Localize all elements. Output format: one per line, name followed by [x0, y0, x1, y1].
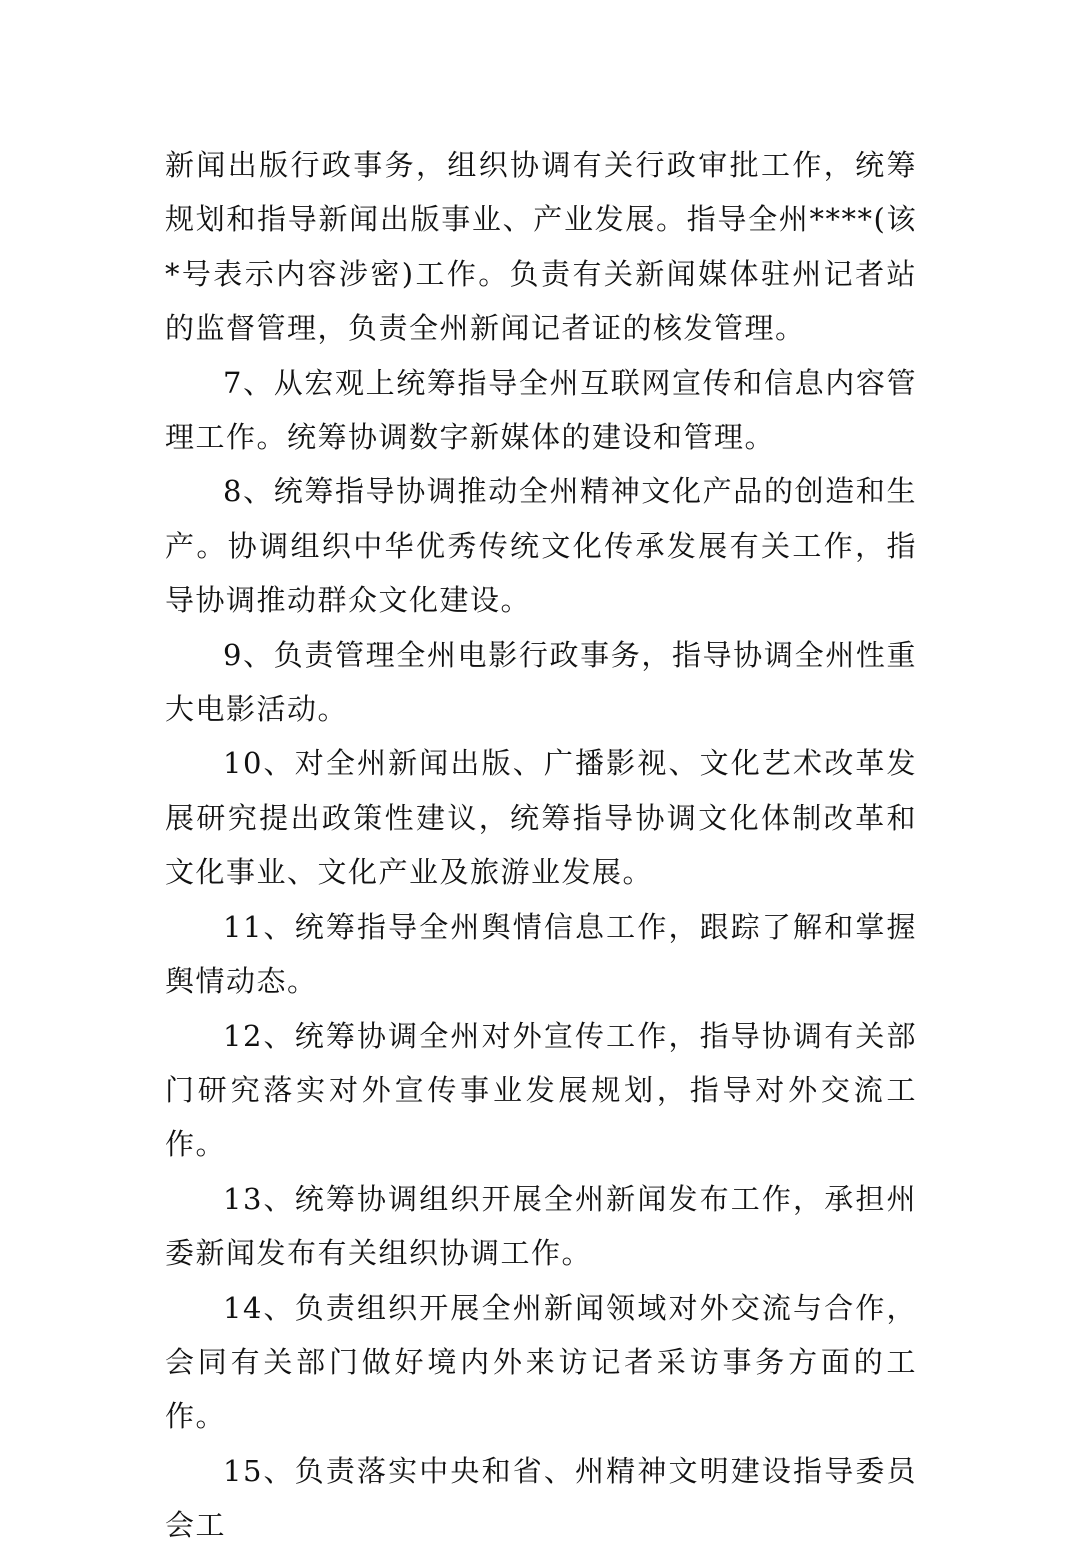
- paragraph-item-15: 15、负责落实中央和省、州精神文明建设指导委员会工: [165, 1453, 917, 1543]
- paragraph-item-9: 9、负责管理全州电影行政事务，指导协调全州性重大电影活动。: [165, 637, 917, 727]
- paragraph-item-13: 13、统筹协调组织开展全州新闻发布工作，承担州委新闻发布有关组织协调工作。: [165, 1181, 917, 1271]
- document-body: [165, 138, 917, 1553]
- paragraph-item-12: 12、统筹协调全州对外宣传工作，指导协调有关部门研究落实对外宣传事业发展规划，指导对外交流工作。: [165, 1018, 917, 1162]
- paragraph-item-10: 10、对全州新闻出版、广播影视、文化艺术改革发展研究提出政策性建议，统筹指导协调文化体制改革和文化事业、文化产业及旅游业发展。: [165, 746, 917, 890]
- paragraph-continued: 新闻出版行政事务，组织协调有关行政审批工作，统筹规划和指导新闻出版事业、产业发展。指导全州****(该*号表示内容涉密)工作。负责有关新闻媒体驻州记者站的监督管理，负责全州新闻记者证的核发管理。: [165, 148, 917, 346]
- paragraph-item-8: 8、统筹指导协调推动全州精神文化产品的创造和生产。协调组织中华优秀传统文化传承发展有关工作，指导协调推动群众文化建设。: [165, 474, 917, 618]
- paragraph-item-14: 14、负责组织开展全州新闻领域对外交流与合作，会同有关部门做好境内外来访记者采访事务方面的工作。: [165, 1290, 917, 1434]
- paragraph-item-11: 11、统筹指导全州舆情信息工作，跟踪了解和掌握舆情动态。: [165, 909, 917, 999]
- paragraph-item-7: 7、从宏观上统筹指导全州互联网宣传和信息内容管理工作。统筹协调数字新媒体的建设和管理。: [165, 365, 917, 455]
